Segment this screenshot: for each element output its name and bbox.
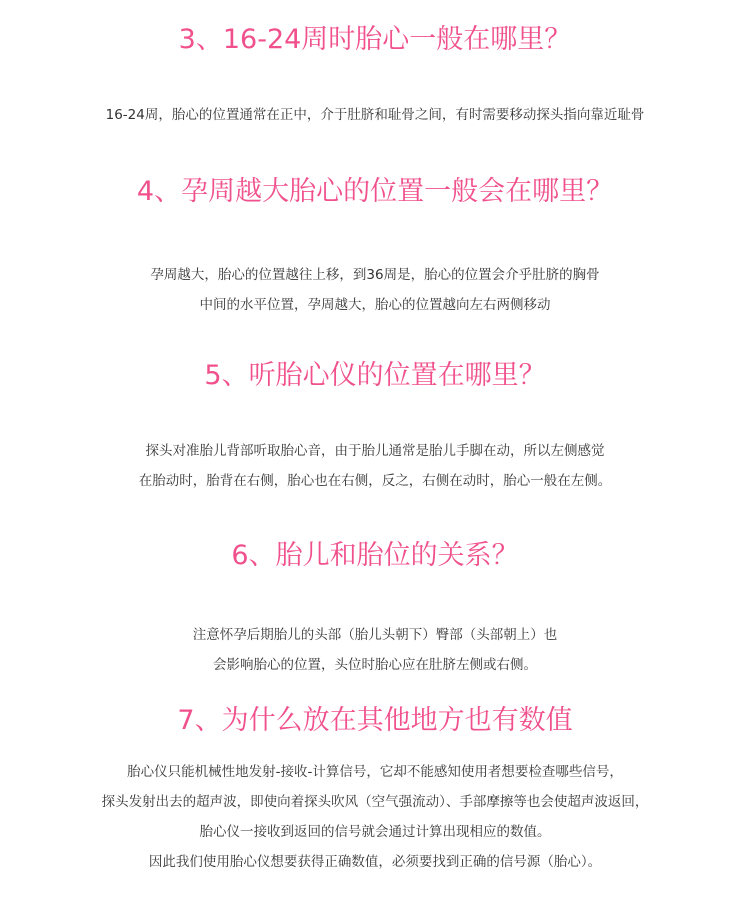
faq-title: 5、听胎心仪的位置在哪里？	[204, 360, 546, 391]
faq-answer-line: 会影响胎心的位置，头位时胎心应在肚脐左侧或右侧。	[213, 657, 537, 673]
faq-title: 4、孕周越大胎心的位置一般会在哪里？	[136, 176, 614, 207]
faq-answer	[0, 260, 750, 320]
faq-answer-line: 中间的水平位置，孕周越大，胎心的位置越向左右两侧移动	[199, 297, 551, 313]
faq-section-3	[0, 22, 750, 130]
faq-answer-line: 孕周越大，胎心的位置越往上移，到36周是，胎心的位置会介乎肚脐的胸骨	[150, 267, 600, 283]
faq-answer-line: 注意怀孕后期胎儿的头部（胎儿头朝下）臀部（头部朝上）也	[192, 627, 558, 643]
faq-answer	[0, 100, 750, 130]
faq-answer-line: 在胎动时，胎背在右侧，胎心也在右侧，反之，右侧在动时，胎心一般在左侧。	[138, 473, 612, 489]
faq-answer-line: 因此我们使用胎心仪想要获得正确数值，必须要找到正确的信号源（胎心）。	[148, 854, 602, 870]
faq-section-6	[0, 538, 750, 680]
faq-answer-line: 探头对准胎儿背部听取胎心音，由于胎儿通常是胎儿手脚在动，所以左侧感觉	[145, 443, 605, 459]
faq-section-5	[0, 358, 750, 496]
faq-answer	[0, 436, 750, 496]
faq-answer	[0, 620, 750, 680]
faq-section-7	[0, 703, 750, 877]
faq-section-4	[0, 174, 750, 320]
faq-answer-line: 16-24周，胎心的位置通常在正中，介于肚脐和耻骨之间，有时需要移动探头指向靠近耻骨	[105, 107, 645, 123]
faq-title: 6、胎儿和胎位的关系？	[231, 540, 519, 571]
faq-answer	[0, 757, 750, 877]
faq-title: 3、16-24周时胎心一般在哪里？	[178, 24, 572, 55]
faq-answer-line: 胎心仪一接收到返回的信号就会通过计算出现相应的数值。	[199, 824, 551, 840]
faq-answer-line: 胎心仪只能机械性地发射-接收-计算信号，它却不能感知使用者想要检查哪些信号，	[127, 764, 623, 780]
faq-answer-line: 探头发射出去的超声波，即使向着探头吹风（空气强流动）、手部摩擦等也会使超声波返回，	[101, 794, 649, 810]
faq-title: 7、为什么放在其他地方也有数值	[177, 705, 573, 736]
